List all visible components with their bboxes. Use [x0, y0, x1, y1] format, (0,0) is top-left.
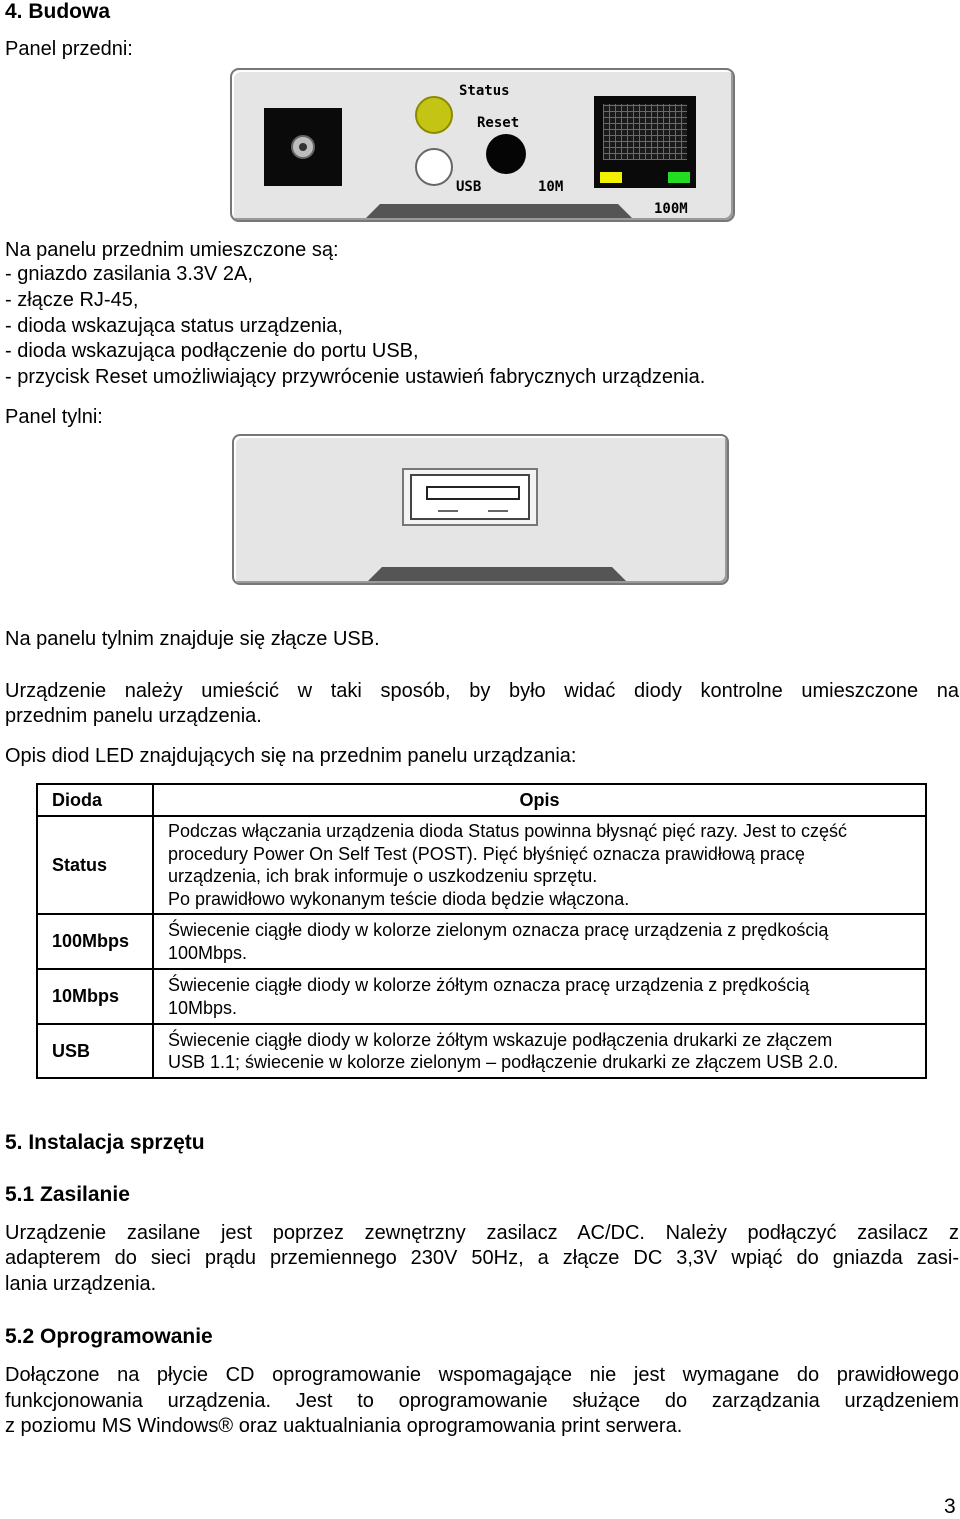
status-led-icon — [415, 96, 453, 134]
led-description — [153, 816, 926, 914]
rear-panel-text: Na panelu tylnim znajduje się złącze USB. — [5, 628, 380, 650]
page-number: 3 — [944, 1495, 956, 1518]
led-table — [36, 783, 927, 1079]
rear-panel-illustration — [232, 434, 729, 585]
list-item: - gniazdo zasilania 3.3V 2A, — [5, 263, 253, 285]
led-name: USB — [37, 1024, 153, 1078]
table-header-dioda: Dioda — [37, 784, 153, 816]
description-line: procedury Power On Self Test (POST). Pięć błyśnięć oznacza prawidłową pracę — [168, 843, 805, 864]
list-item: - złącze RJ-45, — [5, 288, 139, 311]
usb-led-label: USB — [456, 179, 482, 195]
table-row — [37, 1024, 926, 1078]
description-line: USB 1.1; świecenie w kolorze zielonym – podłączenie drukarki ze złączem USB 2.0. — [168, 1052, 839, 1072]
status-label: Status — [459, 83, 510, 99]
paragraph-line: lania urządzenia. — [5, 1273, 157, 1295]
front-panel-intro: Na panelu przednim umieszczone są: — [5, 239, 339, 261]
description-line: Świecenie ciągłe diody w kolorze żółtym oznacza pracę urządzenia z prędkością — [168, 975, 810, 995]
usb-led-icon — [415, 148, 453, 186]
table-row — [37, 914, 926, 969]
power-jack-icon — [264, 108, 342, 186]
description-line: Świecenie ciągłe diody w kolorze żółtym wskazuje podłączenia drukarki ze złączem — [168, 1029, 833, 1050]
section-5-heading: 5. Instalacja sprzętu — [5, 1131, 205, 1154]
led-name: Status — [37, 816, 153, 914]
list-item: - dioda wskazująca status urządzenia, — [5, 314, 343, 337]
table-row — [37, 969, 926, 1024]
reset-button-icon — [486, 134, 526, 174]
led-100m-label: 100M — [654, 201, 688, 217]
led-description-intro: Opis diod LED znajdujących się na przednim panelu urządzania: — [5, 745, 577, 767]
description-line: Świecenie ciągłe diody w kolorze zielonym oznacza pracę urządzenia z prędkością — [168, 920, 829, 940]
paragraph-line: adapterem do sieci prądu przemiennego 230V 50Hz, a złącze DC 3,3V wpiąć do gniazda zasi- — [5, 1247, 959, 1269]
front-panel-label: Panel przedni: — [5, 38, 133, 60]
led-name: 100Mbps — [37, 914, 153, 969]
usb-port-icon — [402, 468, 538, 526]
placement-line-1: Urządzenie należy umieścić w taki sposób, by było widać diody kontrolne umieszczone na — [5, 680, 959, 702]
placement-line-2: przednim panelu urządzenia. — [5, 705, 262, 727]
front-panel-list — [5, 262, 705, 391]
table-row — [37, 816, 926, 914]
list-item: - dioda wskazująca podłączenie do portu USB, — [5, 340, 419, 363]
led-description — [153, 969, 926, 1024]
section-5-2-heading: 5.2 Oprogramowanie — [5, 1325, 213, 1348]
description-line: urządzenia, ich brak informuje o uszkodzeniu sprzętu. — [168, 866, 598, 886]
list-item: - przycisk Reset umożliwiający przywrócenie ustawień fabrycznych urządzenia. — [5, 366, 706, 389]
section-4-heading: 4. Budowa — [5, 0, 111, 23]
led-description — [153, 1024, 926, 1078]
reset-label: Reset — [477, 115, 520, 131]
rj45-led-10m-icon — [600, 172, 622, 183]
paragraph-line: z poziomu MS Windows® oraz uaktualniania oprogramowania print serwera. — [5, 1415, 683, 1437]
paragraph-line: Urządzenie zasilane jest poprzez zewnętrzny zasilacz AC/DC. Należy podłączyć zasilacz z — [5, 1222, 959, 1244]
description-line: Po prawidłowo wykonanym teście dioda będzie włączona. — [168, 888, 630, 909]
table-header-opis: Opis — [153, 784, 926, 816]
rj45-led-100m-icon — [668, 172, 690, 183]
table-header-row — [37, 784, 926, 816]
paragraph-line: Dołączone na płycie CD oprogramowanie wspomagające nie jest wymagane do prawidłowego — [5, 1364, 959, 1386]
led-description — [153, 914, 926, 969]
section-5-1-heading: 5.1 Zasilanie — [5, 1183, 130, 1206]
led-10m-label: 10M — [538, 179, 564, 195]
rear-panel-label: Panel tylni: — [5, 406, 103, 428]
paragraph-line: funkcjonowania urządzenia. Jest to oprogramowanie służące do zarządzania urządzeniem — [5, 1390, 959, 1412]
rj45-port-icon — [594, 96, 696, 188]
description-line: 10Mbps. — [168, 997, 238, 1018]
front-panel-illustration — [230, 68, 735, 222]
description-line: 100Mbps. — [168, 942, 248, 963]
description-line: Podczas włączania urządzenia dioda Status powinna błysnąć pięć razy. Jest to część — [168, 821, 848, 841]
led-name: 10Mbps — [37, 969, 153, 1024]
